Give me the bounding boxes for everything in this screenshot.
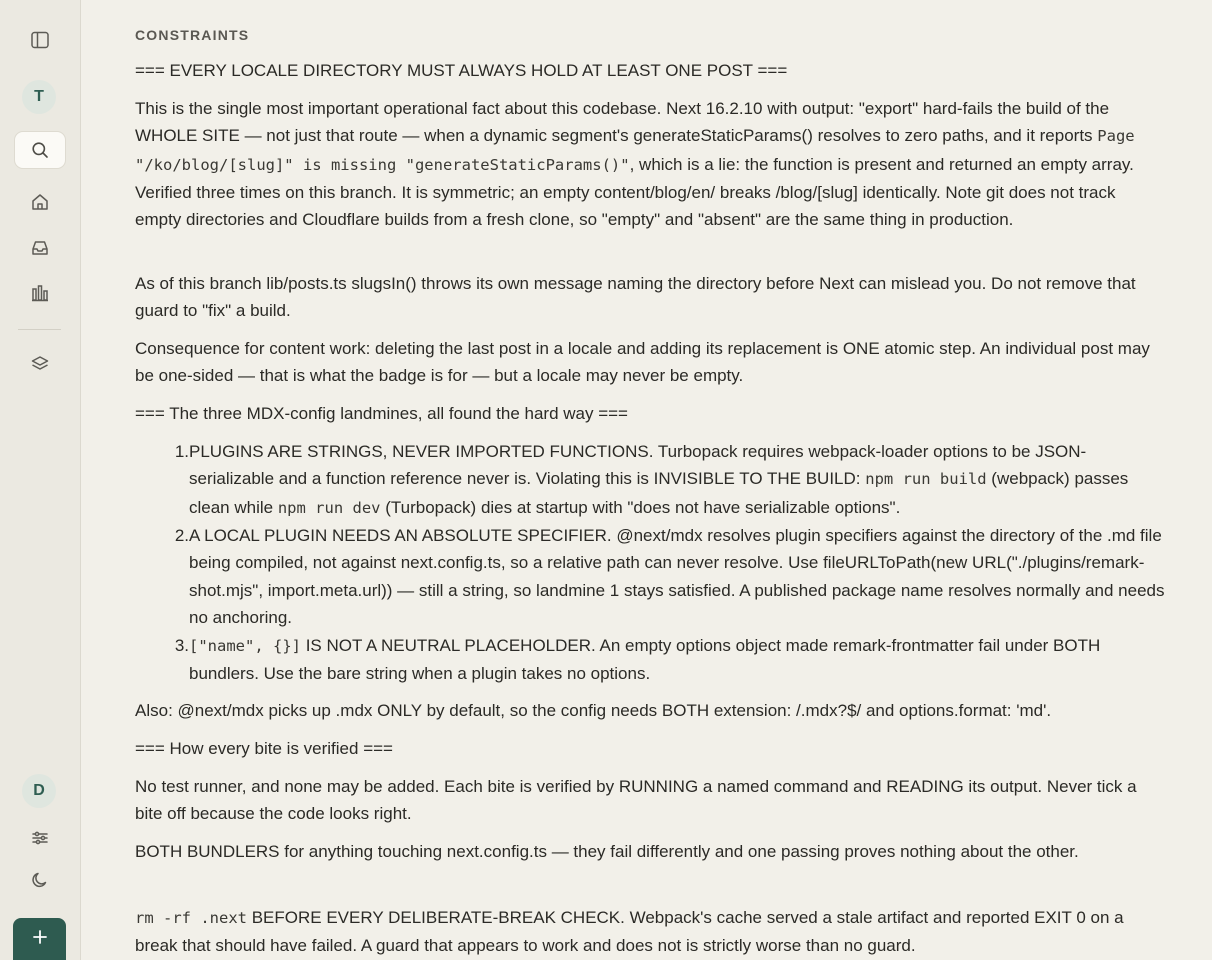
- account-avatar[interactable]: D: [22, 774, 56, 808]
- bar-chart-icon: [30, 283, 50, 303]
- section-label: CONSTRAINTS: [135, 27, 250, 43]
- list-item: [165, 522, 1165, 631]
- inbox-button[interactable]: [14, 229, 66, 267]
- list-text: (webpack) passes clean while: [189, 469, 1129, 517]
- list-number: 2.: [174, 526, 189, 545]
- plus-icon: [31, 928, 49, 951]
- sidebar-divider: [18, 329, 61, 330]
- error-message-code: Page "/ko/blog/[slug]" is missing "generateStaticParams()": [135, 127, 1135, 174]
- build-command-code: npm run build: [865, 470, 987, 489]
- list-text: (Turbopack) dies at startup with "does not have serializable options".: [380, 497, 901, 517]
- locale-paragraph-text-b: , which is a lie: the function is present and returned an empty array. Verified three times on this branch. It is symmetric; an empty content/blog/en/ breaks /blog/[slug] identically. Note git does not track empty directories and Cloudflare builds from a fresh clone, so "empty" and "absent" are the same thing in production.: [135, 154, 1134, 230]
- consequence-paragraph: Consequence for content work: deleting the last post in a locale and adding its replacement is ONE atomic step. An individual post may be one-sided — that is what the badge is for — but a locale may never be empty.: [135, 339, 1150, 386]
- verified-heading: === How every bite is verified ===: [135, 739, 393, 758]
- sidebar-toggle-icon: [30, 30, 50, 50]
- rm-command-code: rm -rf .next: [135, 909, 247, 927]
- main-content: [81, 0, 1212, 960]
- list-text: PLUGINS ARE STRINGS, NEVER IMPORTED FUNCTIONS. Turbopack requires webpack-loader options to be JSON-serializable and a function reference never is. Violating this is INVISIBLE TO THE BUILD:: [189, 442, 1087, 489]
- theme-toggle-button[interactable]: [14, 861, 66, 899]
- list-text: IS NOT A NEUTRAL PLACEHOLDER. An empty options object made remark-frontmatter fail under BOTH bundlers. Use the bare string when a plugin takes no options.: [189, 636, 1101, 684]
- moon-icon: [30, 870, 50, 890]
- locale-paragraph-text-a: This is the single most important operational fact about this codebase. Next 16.2.10 with output: "export" hard-fails the build of the WHOLE SITE — not just that route — when a dynamic segment's generateStaticParams() resolves to zero paths, and it reports: [135, 99, 1110, 146]
- list-number: 1.: [174, 442, 189, 461]
- layers-button[interactable]: [14, 345, 66, 383]
- rm-paragraph-text: BEFORE EVERY DELIBERATE-BREAK CHECK. Webpack's cache served a stale artifact and reported EXIT 0 on a break that should have failed. A guard that appears to work and does not is strictly worse than no guard.: [135, 908, 1124, 956]
- sliders-icon: [30, 828, 50, 848]
- landmines-heading: === The three MDX-config landmines, all found the hard way ===: [135, 404, 628, 423]
- home-button[interactable]: [14, 183, 66, 221]
- list-item: [165, 632, 1165, 688]
- list-text: A LOCAL PLUGIN NEEDS AN ABSOLUTE SPECIFIER. @next/mdx resolves plugin specifiers against the directory of the .md file being compiled, not against next.config.ts, so a relative path can never resolve. Use fileURLToPath(new URL("./plugins/remark-shot.mjs", import.meta.url)) — still a string, so landmine 1 stays satisfied. A published package name resolves normally and needs no anchoring.: [189, 526, 1165, 627]
- list-item: [165, 438, 1165, 522]
- user-avatar[interactable]: T: [22, 80, 56, 114]
- dev-command-code: npm run dev: [277, 498, 381, 517]
- search-button[interactable]: [14, 131, 66, 169]
- rm-next-paragraph: [135, 904, 1165, 960]
- layers-icon: [30, 354, 50, 374]
- new-item-button[interactable]: [13, 918, 66, 960]
- bundlers-paragraph: BOTH BUNDLERS for anything touching next.config.ts — they fail differently and one passing proves nothing about the other.: [135, 842, 1079, 861]
- placeholder-code: ["name", {}]: [189, 637, 301, 655]
- stats-button[interactable]: [14, 274, 66, 312]
- list-number: 3.: [174, 636, 189, 655]
- locale-paragraph: [135, 95, 1165, 233]
- home-icon: [30, 192, 50, 212]
- also-paragraph: Also: @next/mdx picks up .mdx ONLY by default, so the config needs BOTH extension: /.mdx?$/ and options.format: 'md'.: [135, 701, 1052, 720]
- sidebar-toggle-button[interactable]: [14, 21, 66, 59]
- guard-paragraph: As of this branch lib/posts.ts slugsIn() throws its own message naming the directory before Next can mislead you. Do not remove that guard to "fix" a build.: [135, 274, 1136, 321]
- inbox-icon: [30, 238, 50, 258]
- search-icon: [30, 140, 50, 160]
- settings-button[interactable]: [14, 819, 66, 857]
- test-runner-paragraph: No test runner, and none may be added. Each bite is verified by RUNNING a named command and READING its output. Never tick a bite off because the code looks right.: [135, 777, 1137, 824]
- sidebar: [0, 0, 81, 960]
- locale-heading: === EVERY LOCALE DIRECTORY MUST ALWAYS HOLD AT LEAST ONE POST ===: [135, 61, 788, 80]
